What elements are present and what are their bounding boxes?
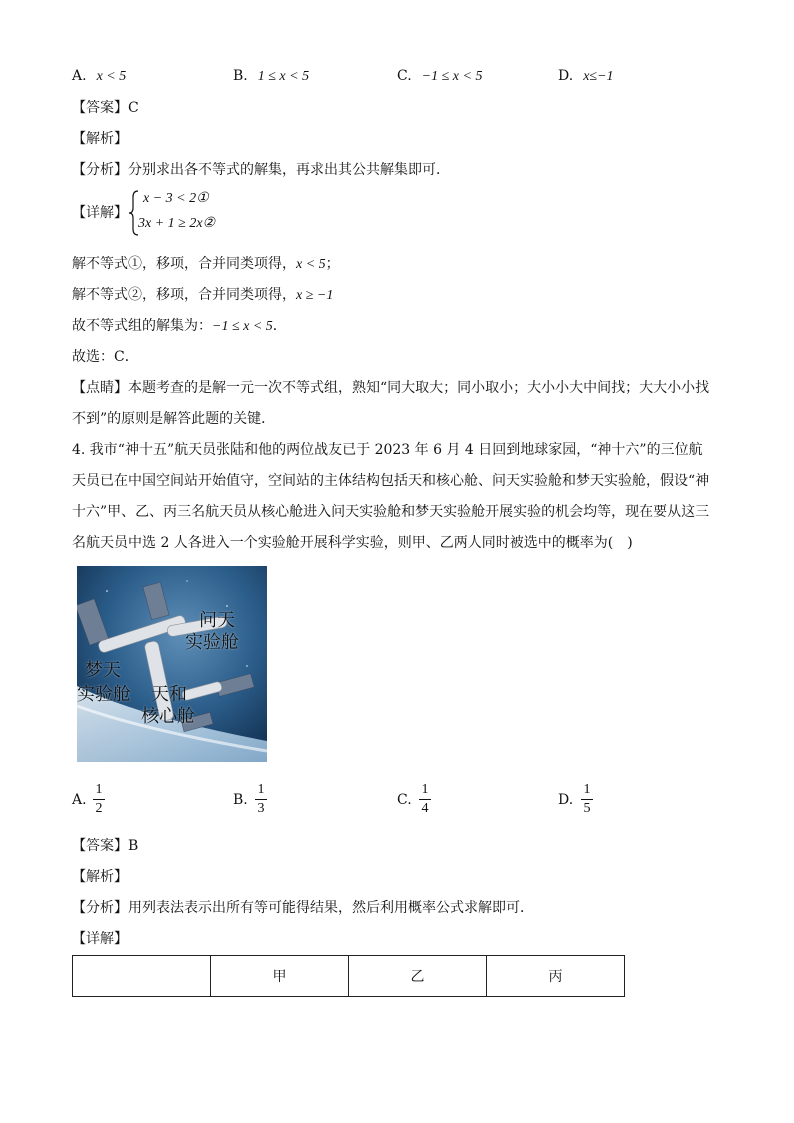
option-expression: 1 ≤ x < 5 xyxy=(257,69,310,84)
stem-text: 天员已在中国空间站开始值守，空间站的主体结构包括天和核心舱、问天实验舱和梦天实验舱，假设“神 xyxy=(72,473,710,489)
q4-stem-line-2 xyxy=(72,471,709,491)
dianjing-text: 本题考查的是解一元一次不等式组，熟知“同大取大；同小取小；大小小大中间找；大大小小找 xyxy=(128,380,710,396)
q4-detail-tag xyxy=(72,929,128,949)
option-letter: D. xyxy=(558,68,574,84)
table-header-cell: 甲 xyxy=(211,956,349,997)
q3-option-b xyxy=(233,66,309,87)
step-punct: ． xyxy=(272,318,287,334)
q3-step2 xyxy=(72,285,333,305)
q4-analysis-heading xyxy=(72,867,128,887)
table-header-cell: 乙 xyxy=(349,956,487,997)
q3-answer-line xyxy=(72,98,139,118)
fraction-denominator: 3 xyxy=(257,801,265,816)
table-header-cell: 丙 xyxy=(487,956,625,997)
fraction-bar xyxy=(93,799,105,800)
wentian-label-2: 实验舱 xyxy=(185,632,239,653)
q4-stem-line-3 xyxy=(72,502,709,522)
mengtian-label-1: 梦天 xyxy=(85,660,121,681)
fenxi-tag: 【分析】 xyxy=(72,900,128,916)
fraction-bar xyxy=(419,799,431,800)
system-line-2: 3x + 1 ≥ 2x② xyxy=(138,216,216,231)
analysis-tag: 【解析】 xyxy=(72,131,128,147)
stem-text: 4. 我市“神十五”航天员张陆和他的两位战友已于 2023 年 6 月 4 日回到地球家园，“神十六”的三位航 xyxy=(72,442,703,458)
q3-dianjing-1 xyxy=(72,378,709,398)
stem-text: 名航天员中选 2 人各进入一个实验舱开展科学实验，则甲、乙两人同时被选中的概率为( ) xyxy=(72,535,633,551)
answer-value: C xyxy=(128,100,139,116)
system-line-1: x − 3 < 2① xyxy=(143,191,209,206)
fraction-numerator: 1 xyxy=(421,782,429,797)
option-letter: A. xyxy=(72,68,87,84)
fraction-numerator: 1 xyxy=(583,782,591,797)
fraction-bar xyxy=(581,799,593,800)
fenxi-text: 用列表法表示出所有等可能得结果，然后利用概率公式求解即可． xyxy=(128,900,534,916)
fraction-bar xyxy=(255,799,267,800)
option-letter: B. xyxy=(233,68,248,84)
fraction-numerator: 1 xyxy=(257,782,265,797)
step-math: −1 ≤ x < 5 xyxy=(212,319,273,334)
dianjing-tag: 【点睛】 xyxy=(72,380,128,396)
fenxi-tag: 【分析】 xyxy=(72,162,128,178)
table-header-cell xyxy=(73,956,211,997)
fenxi-text: 分别求出各不等式的解集，再求出其公共解集即可． xyxy=(128,162,450,178)
step-math: x ≥ −1 xyxy=(296,288,334,303)
q4-stem-line-1 xyxy=(72,440,703,460)
q4-option-c-letter: C. xyxy=(397,792,412,808)
space-station-image xyxy=(77,566,267,762)
tianhe-label-2: 核心舱 xyxy=(141,706,195,727)
q3-option-c xyxy=(397,66,482,87)
option-expression: x≤−1 xyxy=(583,69,614,84)
q4-option-b-fraction xyxy=(253,782,269,817)
tianhe-label-1: 天和 xyxy=(151,684,187,705)
mengtian-label-2: 实验舱 xyxy=(77,684,131,705)
q3-step1 xyxy=(72,254,340,274)
q3-step3 xyxy=(72,316,287,336)
dianjing-text: 不到”的原则是解答此题的关键． xyxy=(72,411,276,427)
detail-tag: 【详解】 xyxy=(72,931,128,947)
step-math: x < 5 xyxy=(296,257,326,272)
q3-detail-tag xyxy=(72,203,128,223)
q3-option-a xyxy=(72,66,126,87)
option-letter: C. xyxy=(397,68,412,84)
q4-option-d-fraction xyxy=(579,782,595,817)
q3-analysis-heading xyxy=(72,129,128,149)
q3-fenxi-line xyxy=(72,160,450,180)
answer-value: B xyxy=(128,838,139,854)
q3-option-d xyxy=(558,66,614,87)
table-row xyxy=(73,956,625,997)
answer-tag: 【答案】 xyxy=(72,100,128,116)
wentian-label-1: 问天 xyxy=(199,610,235,631)
analysis-tag: 【解析】 xyxy=(72,869,128,885)
fraction-denominator: 5 xyxy=(583,801,591,816)
q4-option-d-letter: D. xyxy=(558,792,574,808)
probability-table xyxy=(72,955,625,997)
fraction-denominator: 4 xyxy=(421,801,429,816)
q3-choose xyxy=(72,347,139,367)
option-expression: x < 5 xyxy=(96,69,127,84)
answer-tag: 【答案】 xyxy=(72,838,128,854)
q4-stem-line-4 xyxy=(72,533,633,553)
detail-tag: 【详解】 xyxy=(72,205,128,221)
q3-dianjing-2 xyxy=(72,409,275,429)
step-text: 解不等式①，移项，合并同类项得， xyxy=(72,256,296,272)
q4-option-c-fraction xyxy=(417,782,433,817)
fraction-numerator: 1 xyxy=(95,782,103,797)
q4-option-b-letter: B. xyxy=(233,792,248,808)
q4-fenxi-line xyxy=(72,898,534,918)
q4-answer-line xyxy=(72,836,138,856)
fraction-denominator: 2 xyxy=(95,801,103,816)
stem-text: 十六”甲、乙、丙三名航天员从核心舱进入问天实验舱和梦天实验舱开展实验的机会均等，现在要从这三 xyxy=(72,504,710,520)
option-expression: −1 ≤ x < 5 xyxy=(421,69,483,84)
step-text: 故不等式组的解集为： xyxy=(72,318,212,334)
step-text: 解不等式②，移项，合并同类项得， xyxy=(72,287,296,303)
q4-option-a-fraction xyxy=(91,782,107,817)
q4-option-a-letter: A. xyxy=(72,792,87,808)
step-punct: ； xyxy=(325,256,340,272)
choose-text: 故选：C． xyxy=(72,349,139,365)
